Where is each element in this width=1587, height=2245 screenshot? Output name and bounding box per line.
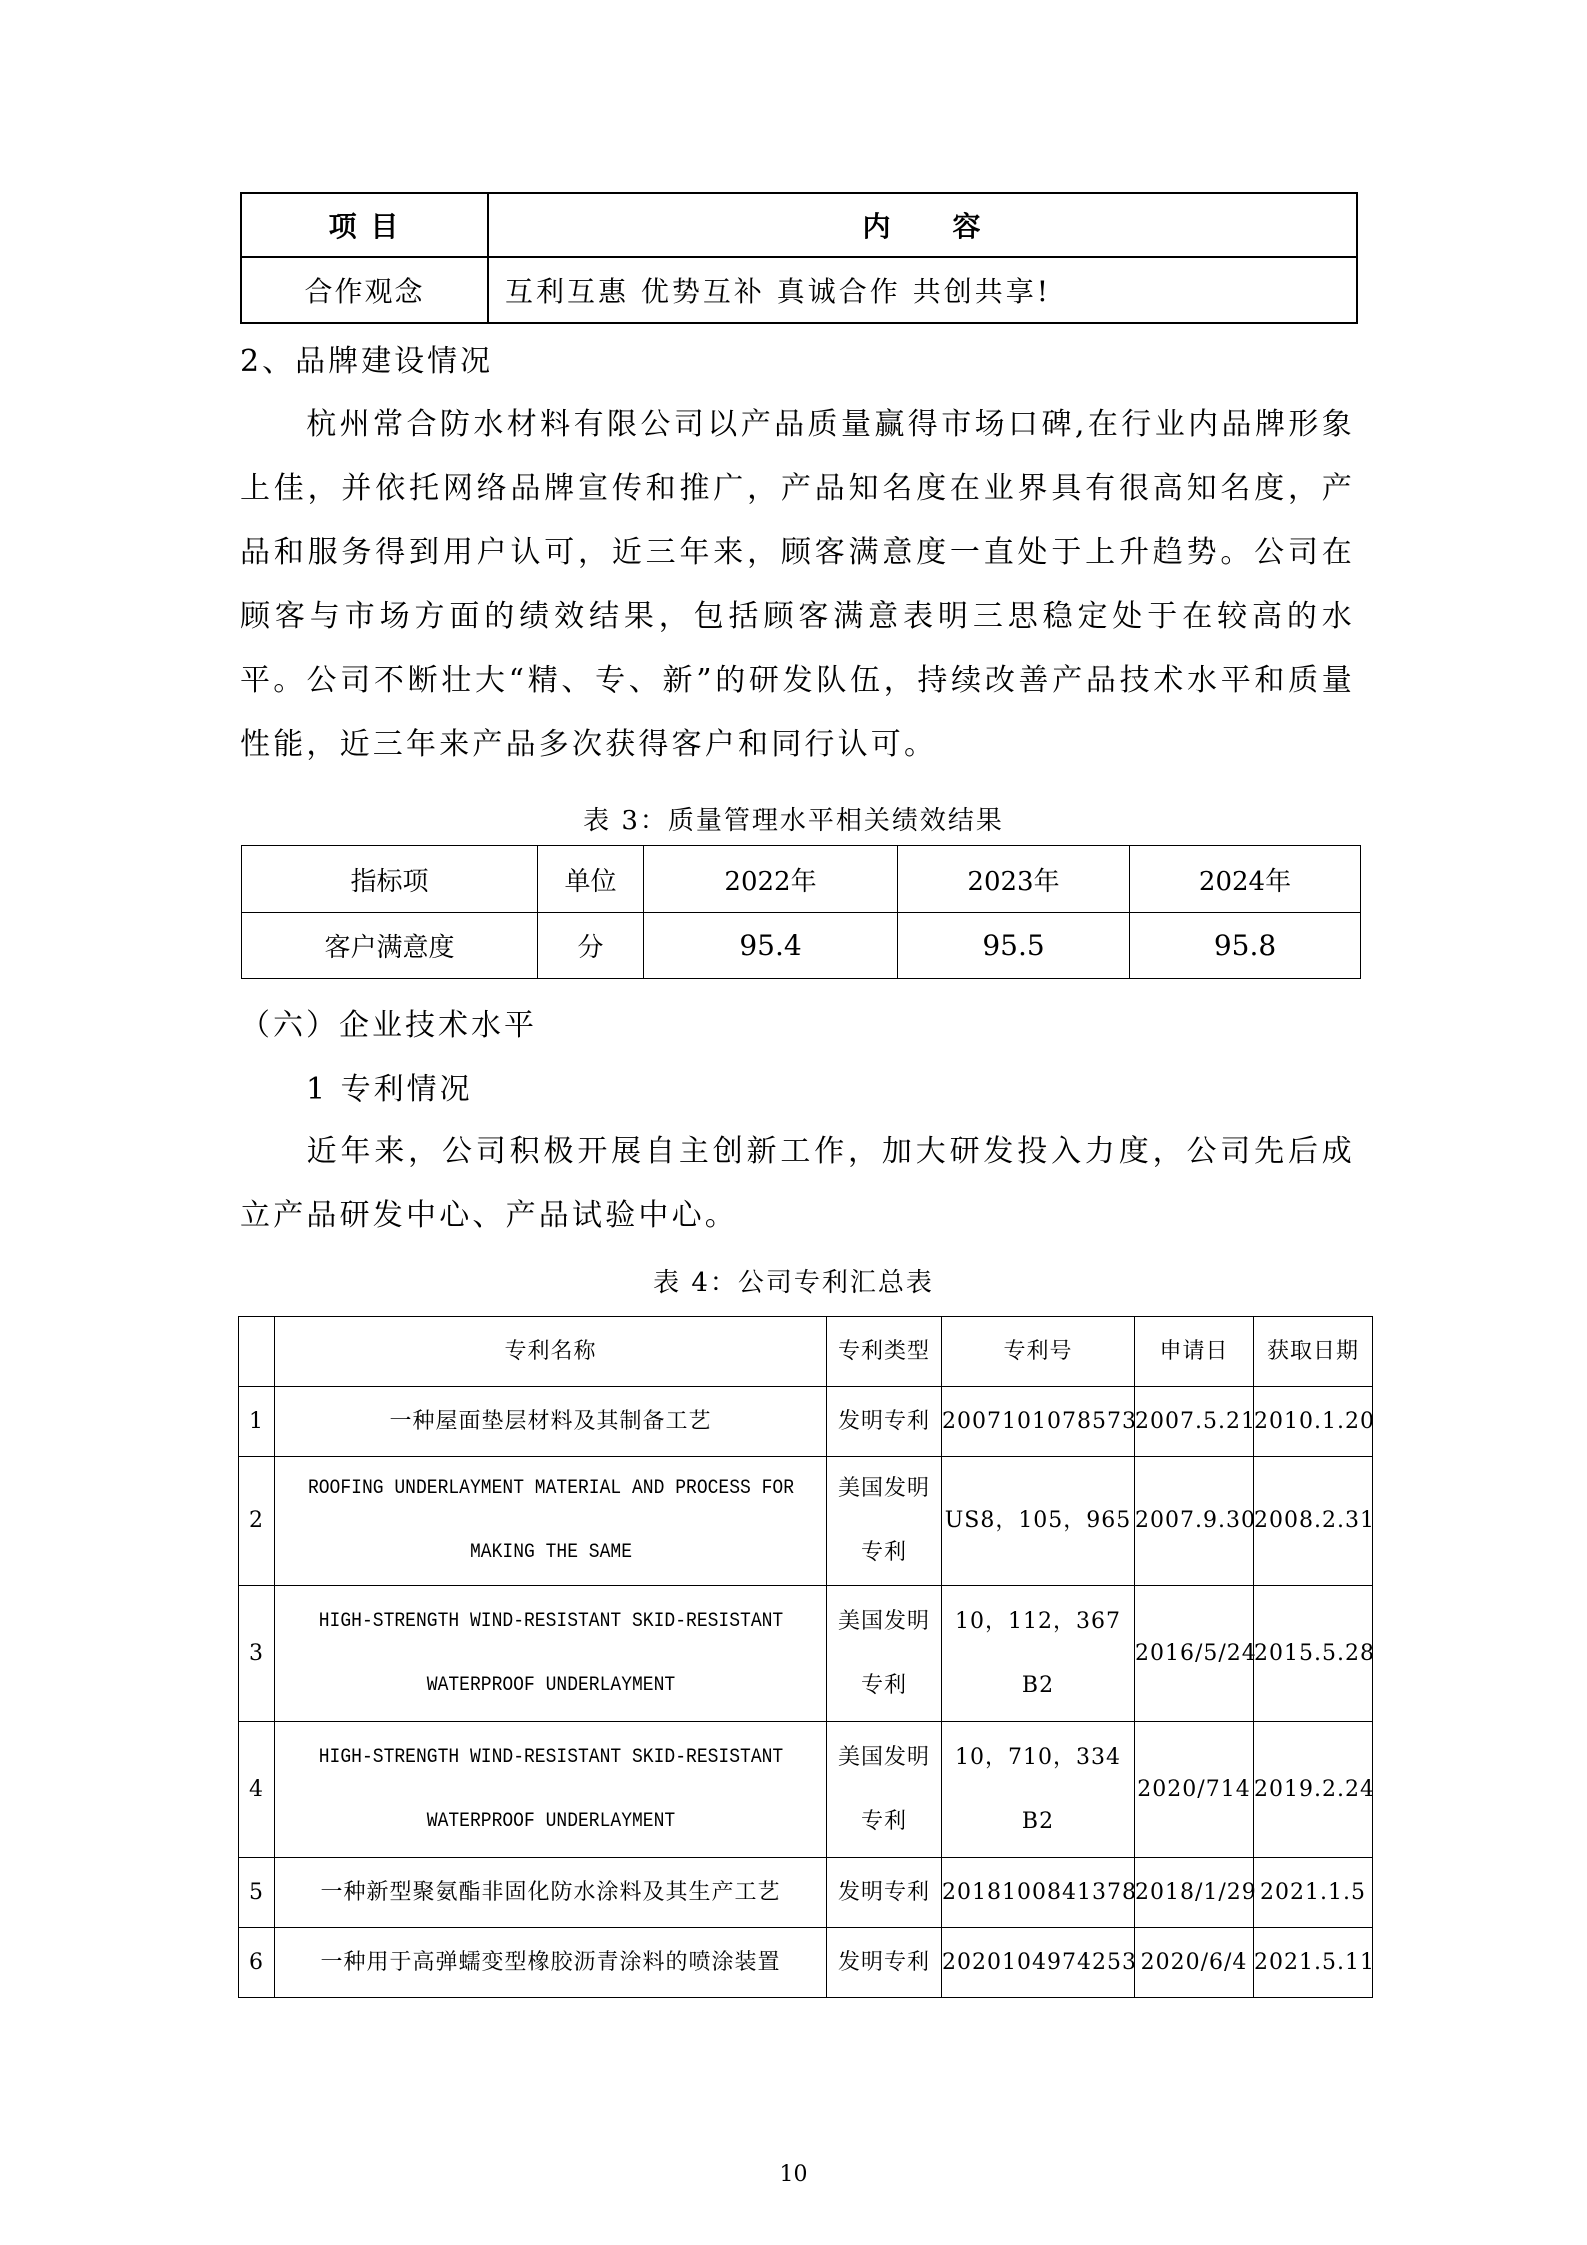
cell-no: 4	[239, 1722, 275, 1858]
cell-name: HIGH-STRENGTH WIND-RESISTANT SKID-RESISTANT WATERPROOF UNDERLAYMENT	[302, 1586, 799, 1722]
table-row	[239, 1858, 1373, 1928]
table3-caption: 表 3：质量管理水平相关绩效结果	[583, 806, 1004, 836]
cell-granted-date: 2008.2.31	[1254, 1457, 1373, 1586]
header-unit: 单位	[538, 846, 644, 913]
header-2024: 2024年	[1130, 846, 1361, 913]
subheading-patents: 1 专利情况	[306, 1072, 473, 1107]
cell-granted-date: 2021.5.11	[1254, 1928, 1373, 1998]
header-2022: 2022年	[644, 846, 898, 913]
cell-apply-date: 2007.9.30	[1135, 1457, 1254, 1586]
cell-no: 2	[239, 1457, 275, 1586]
cell-type: 美国发明专利	[827, 1457, 942, 1586]
cell-unit: 分	[538, 913, 644, 979]
cell-type: 发明专利	[827, 1858, 942, 1928]
cell-number: 2007101078573	[942, 1387, 1135, 1457]
cell-no: 6	[239, 1928, 275, 1998]
page-number: 10	[779, 2162, 808, 2187]
paragraph-tech	[240, 1120, 1355, 1248]
cell-2023: 95.5	[898, 913, 1130, 979]
cell-2022: 95.4	[644, 913, 898, 979]
cell-type: 发明专利	[827, 1928, 942, 1998]
paragraph-text: 近年来，公司积极开展自主创新工作，加大研发投入力度，公司先后成立产品研发中心、产品试验中心。	[240, 1134, 1355, 1233]
table-row	[239, 1722, 1373, 1858]
cell-no: 5	[239, 1858, 275, 1928]
header-metric: 指标项	[242, 846, 538, 913]
paragraph-brand-2	[240, 649, 1355, 777]
paragraph-text: 公司不断壮大“精、专、新”的研发队伍，持续改善产品技术水平和质量性能，近三年来产品多次获得客户和同行认可。	[240, 663, 1355, 762]
section-heading-brand: 2、品牌建设情况	[240, 344, 494, 379]
header-type: 专利类型	[827, 1317, 942, 1387]
cell-granted-date: 2010.1.20	[1254, 1387, 1373, 1457]
cell-type: 美国发明专利	[827, 1586, 942, 1722]
table-row	[239, 1457, 1373, 1586]
paragraph-text: 杭州常合防水材料有限公司以产品质量赢得市场口碑,在行业内品牌形象上佳，并依托网络品牌宣传和推广，产品知名度在业界具有很高知名度，产品和服务得到用户认可，近三年来，顾客满意度一直处于上升趋势。公司在顾客与市场方面的绩效结果，包括顾客满意表明三思稳定处于在较高的水平。	[240, 407, 1355, 698]
header-content: 内 容	[488, 193, 1357, 257]
table-row	[239, 1586, 1373, 1722]
cell-number: US8，105，965	[942, 1457, 1135, 1586]
cell-apply-date: 2018/1/29	[1135, 1858, 1254, 1928]
cooperation-table	[240, 192, 1358, 324]
cell-name: ROOFING UNDERLAYMENT MATERIAL AND PROCESS FOR MAKING THE SAME	[302, 1457, 799, 1586]
cell-name: 一种用于高弹蠕变型橡胶沥青涂料的喷涂装置	[275, 1928, 827, 1998]
cell-content: 互利互惠 优势互补 真诚合作 共创共享!	[488, 257, 1357, 323]
cell-2024: 95.8	[1130, 913, 1361, 979]
cell-number: 10，112，367 B2	[942, 1586, 1135, 1722]
cell-metric: 客户满意度	[242, 913, 538, 979]
cell-type: 发明专利	[827, 1387, 942, 1457]
cell-name: HIGH-STRENGTH WIND-RESISTANT SKID-RESISTANT WATERPROOF UNDERLAYMENT	[302, 1722, 799, 1858]
header-granted-date: 获取日期	[1254, 1317, 1373, 1387]
cell-type: 美国发明专利	[827, 1722, 942, 1858]
header-2023: 2023年	[898, 846, 1130, 913]
cell-number: 10，710，334 B2	[942, 1722, 1135, 1858]
cell-apply-date: 2020/714	[1135, 1722, 1254, 1858]
table-row	[239, 1387, 1373, 1457]
header-number: 专利号	[942, 1317, 1135, 1387]
header-no	[239, 1317, 275, 1387]
cell-name: 一种新型聚氨酯非固化防水涂料及其生产工艺	[275, 1858, 827, 1928]
cell-apply-date: 2020/6/4	[1135, 1928, 1254, 1998]
quality-performance-table	[241, 845, 1361, 979]
table4-caption: 表 4：公司专利汇总表	[653, 1268, 934, 1298]
cell-granted-date: 2015.5.28	[1254, 1586, 1373, 1722]
header-item: 项 目	[241, 193, 488, 257]
cell-granted-date: 2021.1.5	[1254, 1858, 1373, 1928]
cell-no: 1	[239, 1387, 275, 1457]
section-heading-tech: （六）企业技术水平	[240, 1008, 537, 1043]
cell-name: 一种屋面垫层材料及其制备工艺	[275, 1387, 827, 1457]
cell-apply-date: 2007.5.21	[1135, 1387, 1254, 1457]
header-apply-date: 申请日	[1135, 1317, 1254, 1387]
cell-item: 合作观念	[241, 257, 488, 323]
cell-apply-date: 2016/5/24	[1135, 1586, 1254, 1722]
cell-granted-date: 2019.2.24	[1254, 1722, 1373, 1858]
cell-number: 2018100841378	[942, 1858, 1135, 1928]
cell-no: 3	[239, 1586, 275, 1722]
table-header-row	[239, 1317, 1373, 1387]
cell-number: 2020104974253	[942, 1928, 1135, 1998]
table-row	[239, 1928, 1373, 1998]
patent-table	[238, 1316, 1373, 1998]
header-name: 专利名称	[275, 1317, 827, 1387]
